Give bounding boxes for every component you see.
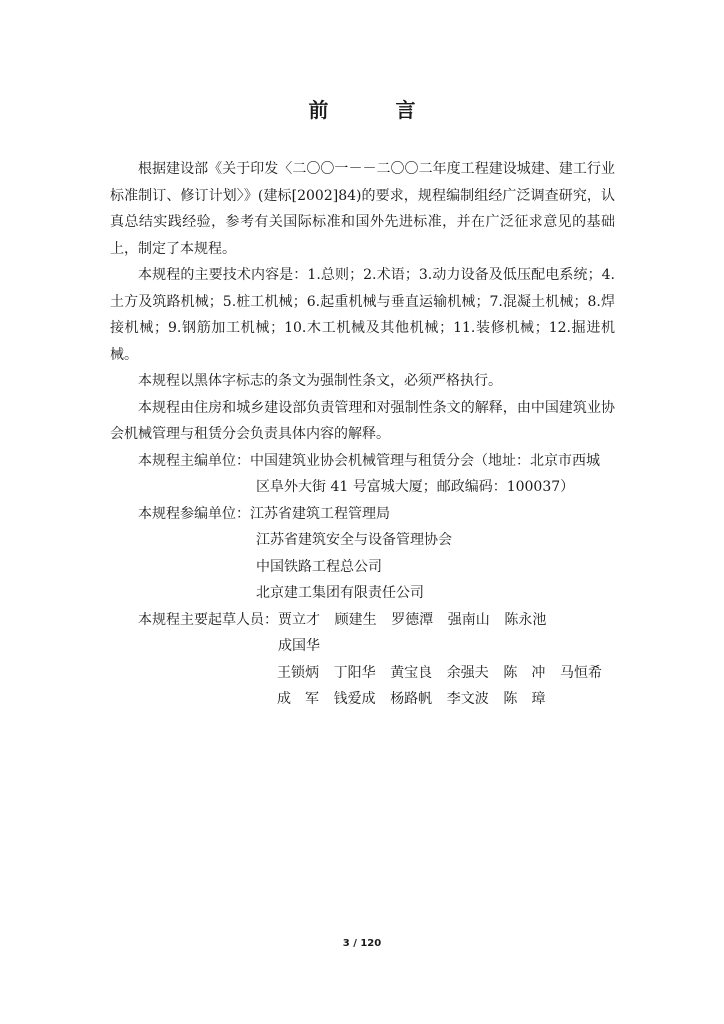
drafter-name: 钱爱成	[333, 691, 376, 707]
paragraph-technical-content: 本规程的主要技术内容是：1.总则；2.术语；3.动力设备及低压配电系统；4.土方及筑路机械；5.桩工机械；6.起重机械与垂直运输机械；7.混凝土机械；8.焊接机械；9.钢筋加工机械；10.木工机械及其他机械；11.装修机械；12.掘进机械。	[110, 267, 615, 363]
drafters-row1	[278, 607, 615, 660]
drafter-name: 陈 冲	[503, 664, 546, 681]
drafter-name: 黄宝良	[390, 664, 433, 681]
drafter-name: 丁阳华	[333, 664, 376, 681]
drafter-name: 成 军	[277, 691, 319, 707]
participating-unit-3: 北京建工集团有限责任公司	[256, 585, 424, 601]
page-title: 前 言	[308, 98, 446, 122]
chief-unit-label: 本规程主编单位：	[138, 452, 250, 469]
drafter-name: 强南山	[447, 611, 490, 628]
document-body	[110, 156, 615, 713]
paragraph-management: 本规程由住房和城乡建设部负责管理和对强制性条文的解释，由中国建筑业协会机械管理与租赁分会负责具体内容的解释。	[110, 399, 615, 442]
participating-unit-2: 中国铁路工程总公司	[256, 558, 382, 575]
participating-unit-1: 江苏省建筑安全与设备管理协会	[256, 532, 452, 548]
paragraph-basis: 根据建设部《关于印发〈二〇〇一－－二〇〇二年度工程建设城建、建工行业标准制订、修订计划〉》(建标[2002]84)的要求，规程编制组经广泛调查研究，认真总结实践经验，参考有关国际标准和国外先进标准，并在广泛征求意见的基础上，制定了本规程。	[110, 161, 615, 257]
drafter-name: 李文波	[446, 691, 489, 707]
page-number: 3 / 120	[342, 938, 382, 949]
drafters-row3	[277, 686, 617, 713]
drafter-name: 马恒希	[559, 664, 602, 681]
drafter-name: 罗德潭	[391, 611, 434, 628]
drafter-name: 王锁炳	[277, 664, 319, 681]
drafter-name: 顾建生	[334, 611, 377, 628]
drafters-row2	[277, 660, 617, 687]
chief-unit-line1: 中国建筑业协会机械管理与租赁分会（地址：北京市西城	[250, 452, 600, 469]
drafters-row	[110, 607, 615, 660]
chief-unit-line2: 区阜外大街 41 号富城大厦；邮政编码：100037）	[256, 479, 575, 495]
drafter-name: 杨路帆	[390, 691, 433, 707]
participating-units-label: 本规程参编单位：	[138, 505, 250, 522]
drafter-name: 陈 璋	[503, 691, 546, 707]
drafter-name: 成国华	[278, 638, 320, 654]
chief-unit-row	[110, 448, 615, 475]
drafter-name: 陈永池	[504, 611, 547, 628]
drafter-name: 贾立才	[278, 611, 320, 628]
participating-unit-0: 江苏省建筑工程管理局	[250, 505, 390, 522]
drafter-name: 余强夫	[446, 664, 489, 681]
participating-units-row	[110, 501, 615, 528]
paragraph-mandatory-clauses: 本规程以黑体字标志的条文为强制性条文，必须严格执行。	[138, 373, 502, 389]
drafters-label: 本规程主要起草人员：	[138, 611, 278, 628]
